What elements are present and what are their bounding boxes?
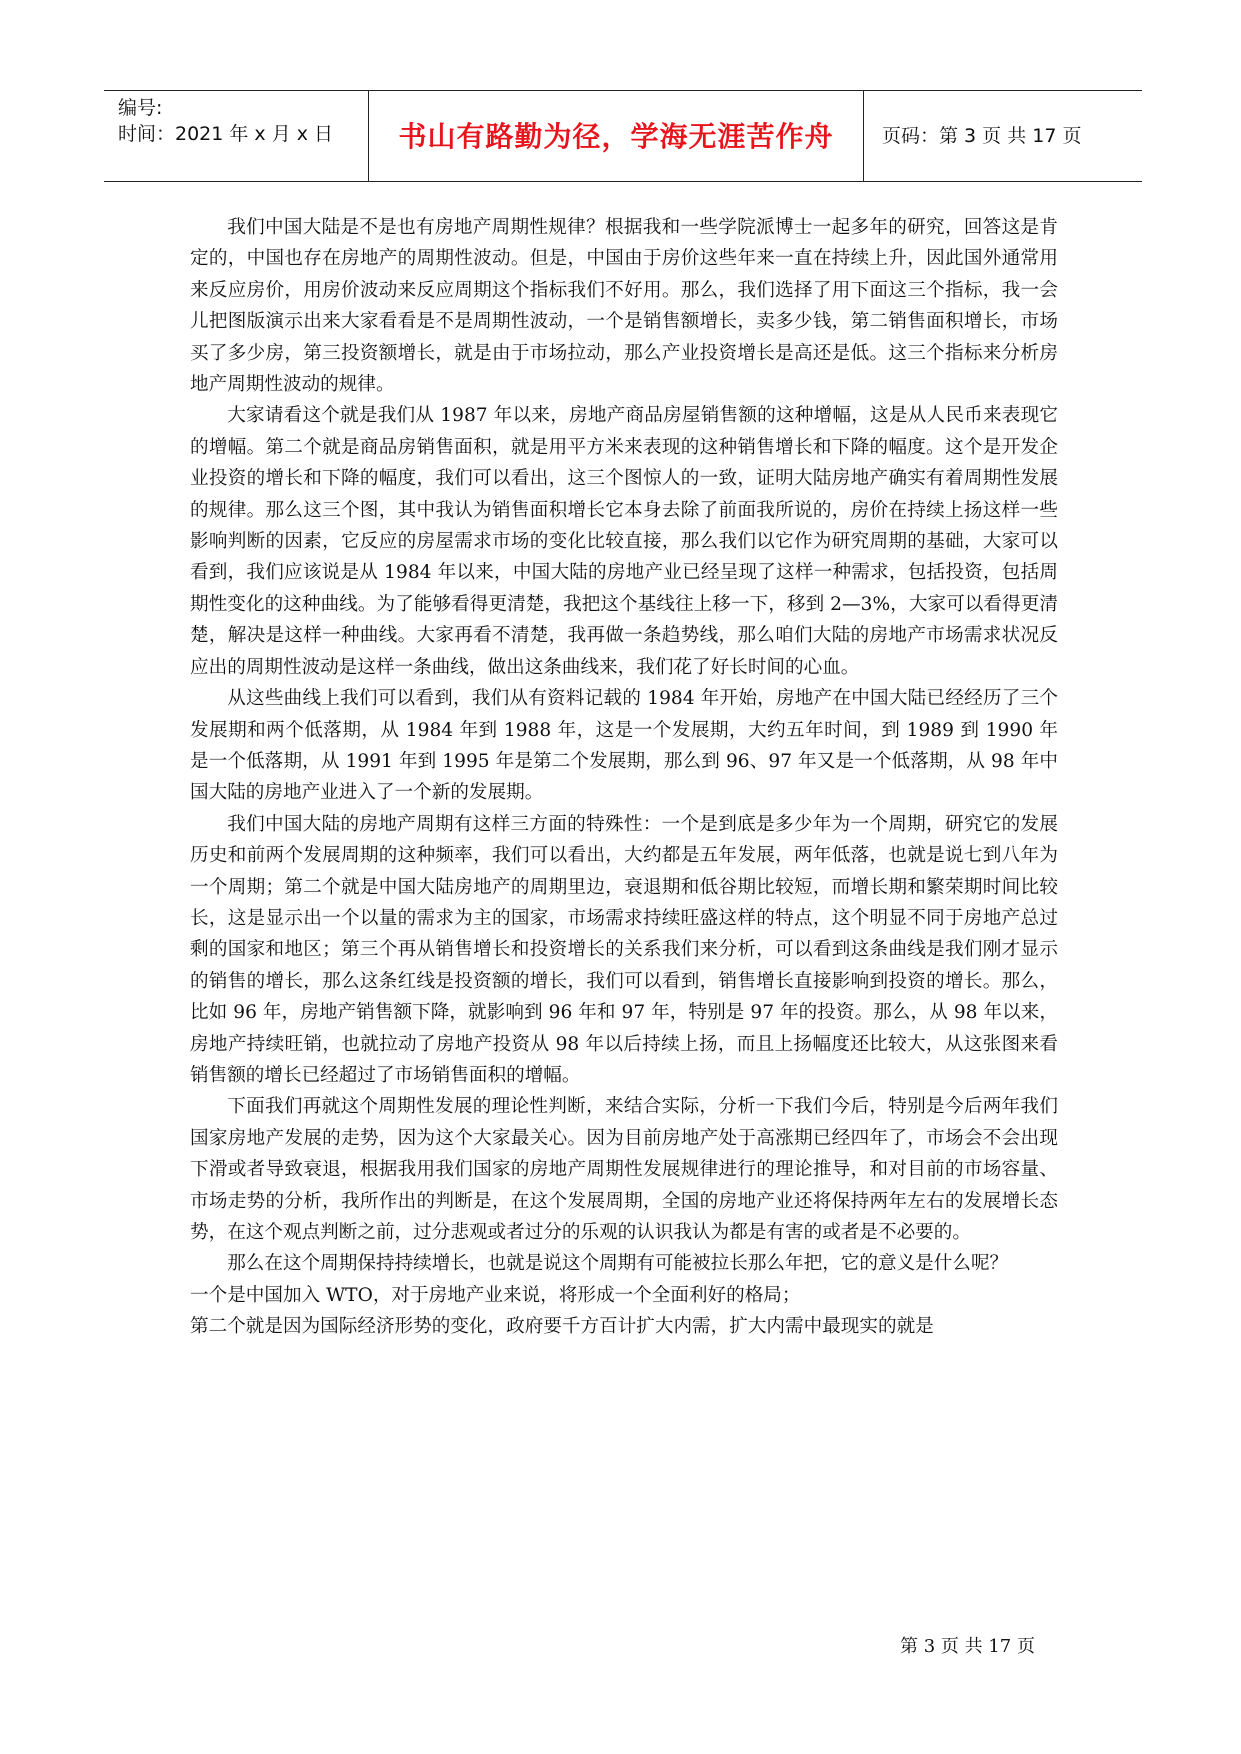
- header-page-cell: [864, 91, 1142, 181]
- body-paragraph: 那么在这个周期保持持续增长，也就是说这个周期有可能被拉长那么年把，它的意义是什么呢？: [227, 1253, 1009, 1275]
- body-paragraph: 大家请看这个就是我们从 1987 年以来，房地产商品房屋销售额的这种增幅，这是从人民币来表现它的增幅。第二个就是商品房销售面积，就是用平方米来表现的这种销售增长和下降的幅度。这个是开发企业投资的增长和下降的幅度，我们可以看出，这三个图惊人的一致，证明大陆房地产确实有着周期性发展的规律。那么这三个图，其中我认为销售面积增长它本身去除了前面我所说的，房价在持续上扬这样一些影响判断的因素，它反应的房屋需求市场的变化比较直接，那么我们以它作为研究周期的基础，大家可以看到，我们应该说是从 1984 年以来，中国大陆的房地产业已经呈现了这样一种需求，包括投资，包括周期性变化的这种曲线。为了能够看得更清楚，我把这个基线往上移一下，移到 2—3%，大家可以看得更清楚，解决是这样一种曲线。大家再看不清楚，我再做一条趋势线，那么咱们大陆的房地产市场需求状况反应出的周期性波动是这样一条曲线，做出这条曲线来，我们花了好长时间的心血。: [190, 405, 1058, 678]
- body-line: 一个是中国加入 WTO，对于房地产业来说，将形成一个全面利好的格局；: [190, 1284, 801, 1306]
- header-page-number: 页码：第 3 页 共 17 页: [882, 125, 1082, 147]
- header-motto-cell: [369, 91, 864, 181]
- body-line: 第二个就是因为国际经济形势的变化，政府要千方百计扩大内需，扩大内需中最现实的就是: [190, 1316, 934, 1338]
- page-footer-number: 第 3 页 共 17 页: [900, 1636, 1035, 1657]
- header-info-cell: [104, 91, 369, 181]
- page-header: [104, 90, 1142, 182]
- body-paragraph: 我们中国大陆的房地产周期有这样三方面的特殊性：一个是到底是多少年为一个周期，研究它的发展历史和前两个发展周期的这种频率，我们可以看出，大约都是五年发展，两年低落，也就是说七到八年为一个周期；第二个就是中国大陆房地产的周期里边，衰退期和低谷期比较短，而增长期和繁荣期时间比较长，这是显示出一个以量的需求为主的国家，市场需求持续旺盛这样的特点，这个明显不同于房地产总过剩的国家和地区；第三个再从销售增长和投资增长的关系我们来分析，可以看到这条曲线是我们刚才显示的销售的增长，那么这条红线是投资额的增长，我们可以看到，销售增长直接影响到投资的增长。那么，比如 96 年，房地产销售额下降，就影响到 96 年和 97 年，特别是 97 年的投资。那么，从 98 年以来，房地产持续旺销，也就拉动了房地产投资从 98 年以后持续上扬，而且上扬幅度还比较大，从这张图来看销售额的增长已经超过了市场销售面积的增幅。: [190, 813, 1058, 1086]
- body-paragraph: 从这些曲线上我们可以看到，我们从有资料记载的 1984 年开始，房地产在中国大陆已经经历了三个发展期和两个低落期，从 1984 年到 1988 年，这是一个发展期，大约五年时间，到 1989 到 1990 年是一个低落期，从 1991 年到 1995 年是第二个发展期，那么到 96、97 年又是一个低落期，从 98 年中国大陆的房地产业进入了一个新的发展期。: [190, 688, 1058, 804]
- body-paragraph: 下面我们再就这个周期性发展的理论性判断，来结合实际，分析一下我们今后，特别是今后两年我们国家房地产发展的走势，因为这个大家最关心。因为目前房地产处于高涨期已经四年了，市场会不会出现下滑或者导致衰退，根据我用我们国家的房地产周期性发展规律进行的理论推导，和对目前的市场容量、市场走势的分析，我所作出的判断是，在这个发展周期，全国的房地产业还将保持两年左右的发展增长态势，在这个观点判断之前，过分悲观或者过分的乐观的认识我认为都是有害的或者是不必要的。: [190, 1096, 1058, 1243]
- document-body: [190, 212, 1058, 1343]
- body-paragraph: 我们中国大陆是不是也有房地产周期性规律？根据我和一些学院派博士一起多年的研究，回答这是肯定的，中国也存在房地产的周期性波动。但是，中国由于房价这些年来一直在持续上升，因此国外通常用来反应房价，用房价波动来反应周期这个指标我们不好用。那么，我们选择了用下面这三个指标，我一会儿把图版演示出来大家看看是不是周期性波动，一个是销售额增长，卖多少钱，第二销售面积增长，市场买了多少房，第三投资额增长，就是由于市场拉动，那么产业投资增长是高还是低。这三个指标来分析房地产周期性波动的规律。: [190, 217, 1058, 396]
- document-time-label: 时间：2021 年 x 月 x 日: [118, 123, 334, 145]
- header-motto: 书山有路勤为径，学海无涯苦作舟: [398, 120, 834, 153]
- document-number-label: 编号:: [118, 97, 163, 119]
